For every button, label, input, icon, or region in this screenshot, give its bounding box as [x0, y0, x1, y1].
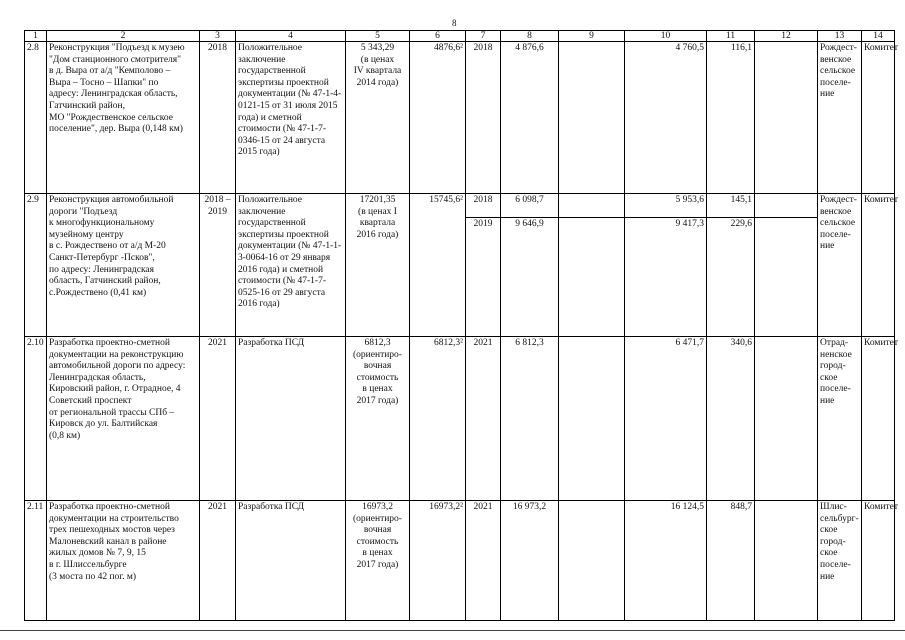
funding-year: 2021: [466, 501, 501, 621]
funding-year: 2018: [466, 42, 501, 194]
funding-year-2: 2019: [466, 217, 500, 231]
regional-funding: 6 471,7: [625, 337, 707, 501]
local-funding: 848,7: [707, 501, 755, 621]
local-funding: 145,1: [730, 195, 752, 205]
estimated-cost: 17201,35 (в ценах I квартала 2016 года): [346, 194, 410, 337]
local-funding: 340,6: [707, 337, 755, 501]
regional-funding: 16 124,5: [625, 501, 707, 621]
row-number: 2.9: [25, 194, 47, 337]
estimated-cost: 5 343,29 (в ценах IV квартала 2014 года): [346, 42, 410, 194]
regional-funding-cell: [625, 194, 707, 337]
object-name: Разработка проектно-сметной документации на реконструкцию автомобильной дороги по адресу: Ленинградская область, Кировский район, г. Отрадное, 4 Советский проспект от региональной трассы СПб – Кировск до ул. Балтийская (0,8 км): [47, 337, 200, 501]
total-funding-2: 9 646,9: [501, 217, 558, 231]
col-12-cell: [755, 337, 818, 501]
local-funding-cell: [707, 194, 755, 337]
row-number: 2.8: [25, 42, 47, 194]
regional-funding-2: 9 417,3: [625, 217, 706, 231]
table-row: [25, 42, 895, 194]
col-header: 7: [466, 31, 501, 42]
regional-funding: 4 760,5: [625, 42, 707, 194]
total-funding: 16 973,2: [501, 501, 559, 621]
col-header: 5: [346, 31, 410, 42]
row-number: 2.10: [25, 337, 47, 501]
row-number: 2.11: [25, 501, 47, 621]
cost-value: 4876,6²: [410, 42, 466, 194]
executor: Комитет: [862, 501, 895, 621]
estimated-cost: 6812,3 (ориентиро- вочная стоимость в ценах 2017 года): [346, 337, 410, 501]
col-header: 12: [755, 31, 818, 42]
cost-value: 6812,3²: [410, 337, 466, 501]
page-number: 8: [452, 18, 457, 28]
estimated-cost: 16973,2 (ориентиро- вочная стоимость в ценах 2017 года): [346, 501, 410, 621]
local-funding-2: 229,6: [707, 217, 754, 231]
col-12-cell: [755, 501, 818, 621]
total-funding: 4 876,6: [501, 42, 559, 194]
col-header: 11: [707, 31, 755, 42]
object-name: Реконструкция "Подъезд к музею "Дом станционного смотрителя" в д. Выра от а/д "Кемполово – Выра – Тосно – Шапки" по адресу: Ленинградская область, Гатчинский район, МО "Рождественское сельское поселение", дер. Выра (0,148 км): [47, 42, 200, 194]
implementation-years: 2021: [200, 337, 236, 501]
implementation-years: 2018: [200, 42, 236, 194]
page-bottom-rule: [0, 630, 905, 631]
settlement-name: Шлис- сельбург- ское город- ское поселе- ние: [818, 501, 862, 621]
col-9-cell: [559, 194, 625, 337]
table-row: [25, 501, 895, 621]
funding-year: 2018: [473, 195, 493, 205]
col-header: 6: [410, 31, 466, 42]
regional-funding: 5 953,6: [675, 195, 704, 205]
basis-document: Положительное заключение государственной экспертизы проектной документации (№ 47-1-4- 0121-15 от 31 июля 2015 года) и сметной стоимости (№ 47-1-7- 0346-15 от 24 августа 2015 года): [236, 42, 346, 194]
program-table: [24, 30, 899, 621]
executor: Комитет: [862, 337, 895, 501]
implementation-years: 2018 – 2019: [200, 194, 236, 337]
cost-value: 15745,6²: [410, 194, 466, 337]
col-9-cell: [559, 337, 625, 501]
table-row: [25, 194, 895, 337]
col-header: 2: [47, 31, 200, 42]
col-header: 4: [236, 31, 346, 42]
col-header: 13: [818, 31, 862, 42]
table-row: [25, 337, 895, 501]
col-12-cell: [755, 42, 818, 194]
col-header: 14: [862, 31, 895, 42]
object-name: Разработка проектно-сметной документации на строительство трех пешеходных мостов через Малоневский канал в районе жилых домов № 7, 9, 15 в г. Шлиссельбурге (3 моста по 42 пог. м): [47, 501, 200, 621]
settlement-name: Рождест- венское сельское поселе- ние: [818, 194, 862, 337]
total-funding: 6 812,3: [501, 337, 559, 501]
local-funding: 116,1: [707, 42, 755, 194]
col-header: 9: [559, 31, 625, 42]
col-header: 1: [25, 31, 47, 42]
object-name: Реконструкция автомобильной дороги "Подъезд к многофункциональному музейному центру в с. Рождествено от а/д М-20 Санкт-Петербург -Псков", по адресу: Ленинградская область, Гатчинский район, с.Рождествено (0,41 км): [47, 194, 200, 337]
funding-year-cell: [466, 194, 501, 337]
col-header: 10: [625, 31, 707, 42]
total-funding-cell: [501, 194, 559, 337]
col-header: 3: [200, 31, 236, 42]
basis-document: Положительное заключение государственной экспертизы проектной документации (№ 47-1-1- 3-0064-16 от 29 января 2016 года) и сметной стоимости (№ 47-1-7- 0525-16 от 29 августа 2016 года): [236, 194, 346, 337]
header-row: [25, 31, 895, 42]
col-header: 8: [501, 31, 559, 42]
executor: Комитет: [862, 42, 895, 194]
funding-year: 2021: [466, 337, 501, 501]
executor: Комитет: [862, 194, 895, 337]
settlement-name: Отрад- ненское город- ское поселе- ние: [818, 337, 862, 501]
basis-document: Разработка ПСД: [236, 337, 346, 501]
implementation-years: 2021: [200, 501, 236, 621]
basis-document: Разработка ПСД: [236, 501, 346, 621]
total-funding: 6 098,7: [515, 195, 544, 205]
col-9-cell: [559, 42, 625, 194]
col-9-cell: [559, 501, 625, 621]
cost-value: 16973,2²: [410, 501, 466, 621]
settlement-name: Рождест- венское сельское поселе- ние: [818, 42, 862, 194]
col-12-cell: [755, 194, 818, 337]
